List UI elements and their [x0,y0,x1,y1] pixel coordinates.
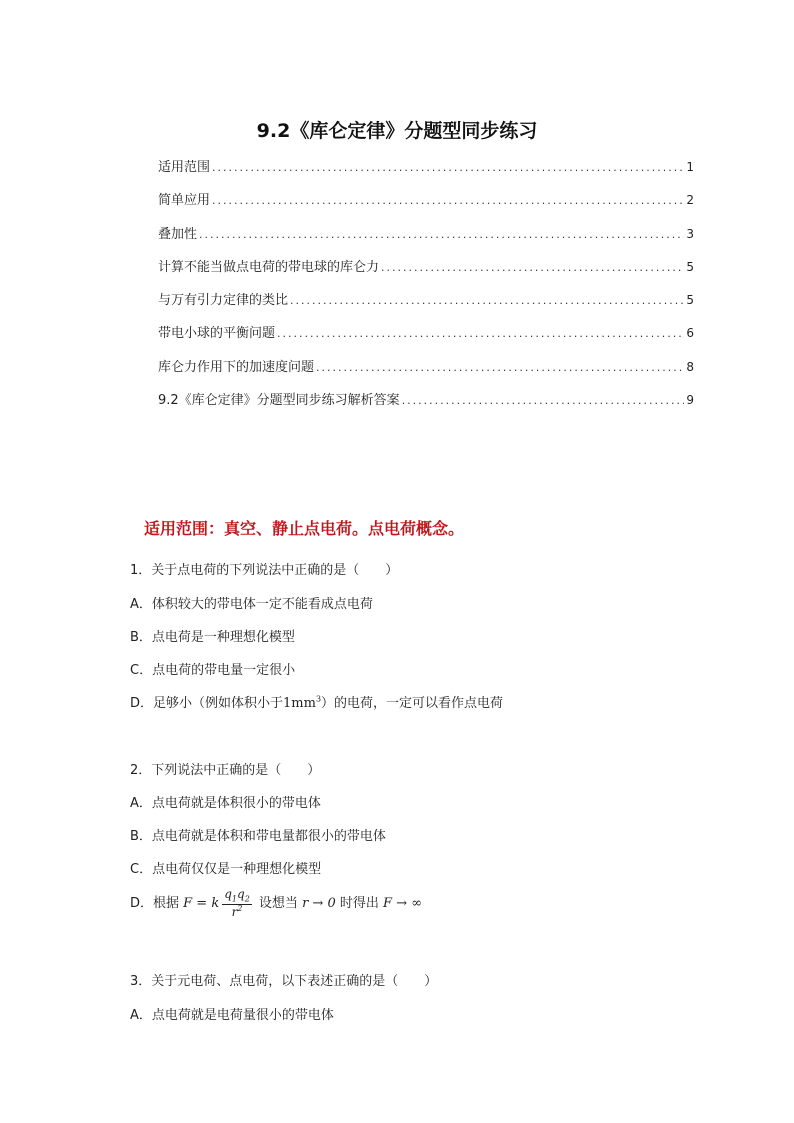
question-1-option-b: B．点电荷是一种理想化模型 [130,630,295,645]
toc-entry-page: 3 [686,226,694,241]
section-heading: 适用范围：真空、静止点电荷。点电荷概念。 [144,519,465,538]
toc-entry-text: 计算不能当做点电荷的带电球的库仑力 [158,259,380,275]
toc-entry[interactable] [158,389,694,422]
question-1-option-d [130,692,503,711]
question-2-option-c: C．点电荷仅仅是一种理想化模型 [130,862,322,877]
toc-entry[interactable] [158,256,694,289]
question-2-stem: 2．下列说法中正确的是（ ） [130,763,321,778]
toc-entry[interactable] [158,289,694,322]
toc-entry-page: 9 [686,393,694,408]
toc-leader-dots [212,161,684,174]
limit-result: F → ∞ [383,896,423,912]
question-1-option-a: A．体积较大的带电体一定不能看成点电荷 [130,597,373,612]
toc-entry[interactable] [158,356,694,389]
question-1-stem: 1．关于点电荷的下列说法中正确的是（ ） [130,563,399,578]
toc-entry-page: 8 [686,359,694,374]
toc-entry[interactable] [158,189,694,222]
toc-entry-text: 带电小球的平衡问题 [158,326,276,342]
option-d-middle: 设想当 [258,896,298,912]
question-2-option-d [130,888,422,919]
option-d-suffix: ）的电荷，一定可以看作点电荷 [321,696,504,711]
toc-entry-page: 1 [686,160,694,174]
toc-entry-text: 与万有引力定律的类比 [158,293,289,309]
toc-leader-dots [316,361,684,374]
option-d-prefix: D．根据 [130,896,180,912]
toc-entry[interactable] [158,223,694,256]
toc-entry-page: 2 [686,193,694,208]
toc-leader-dots [199,228,684,241]
toc-leader-dots [290,294,684,307]
coulomb-formula: F = k [183,896,220,912]
toc-entry-page: 5 [686,293,694,308]
toc-entry-text: 库仑力作用下的加速度问题 [158,359,315,375]
page-title: 9.2《库仑定律》分题型同步练习 [256,120,538,142]
volume-exponent: 3 [315,694,322,704]
toc-entry-text: 适用范围 [158,160,211,175]
question-2-option-b: B．点电荷就是体积和带电量都很小的带电体 [130,829,386,844]
toc-leader-dots [381,261,684,274]
question-3-stem: 3．关于元电荷、点电荷，以下表述正确的是（ ） [130,974,438,989]
toc-entry-page: 5 [686,259,694,274]
toc-entry-text: 9.2《库仑定律》分题型同步练习解析答案 [158,393,400,409]
toc-entry-text: 叠加性 [158,226,198,242]
toc-leader-dots [402,394,685,407]
question-2-option-a: A．点电荷就是体积很小的带电体 [130,796,321,811]
toc-entry[interactable] [158,156,694,189]
option-d-prefix: D．足够小（例如体积小于 [130,696,284,711]
option-d-then: 时得出 [339,896,379,912]
toc-entry-text: 简单应用 [158,193,211,209]
volume-unit: 1mm [283,696,316,711]
toc-entry-page: 6 [686,326,694,341]
toc-leader-dots [277,327,684,340]
question-3-option-a: A．点电荷就是电荷量很小的带电体 [130,1008,334,1023]
formula-fraction: $\frac{q_1q_2}{r^2}$ [224,887,250,920]
toc-leader-dots [212,194,684,207]
toc-entry[interactable] [158,322,694,355]
question-1-option-c: C．点电荷的带电量一定很小 [130,663,296,678]
table-of-contents [158,156,694,422]
limit-condition: r → 0 [302,896,336,912]
